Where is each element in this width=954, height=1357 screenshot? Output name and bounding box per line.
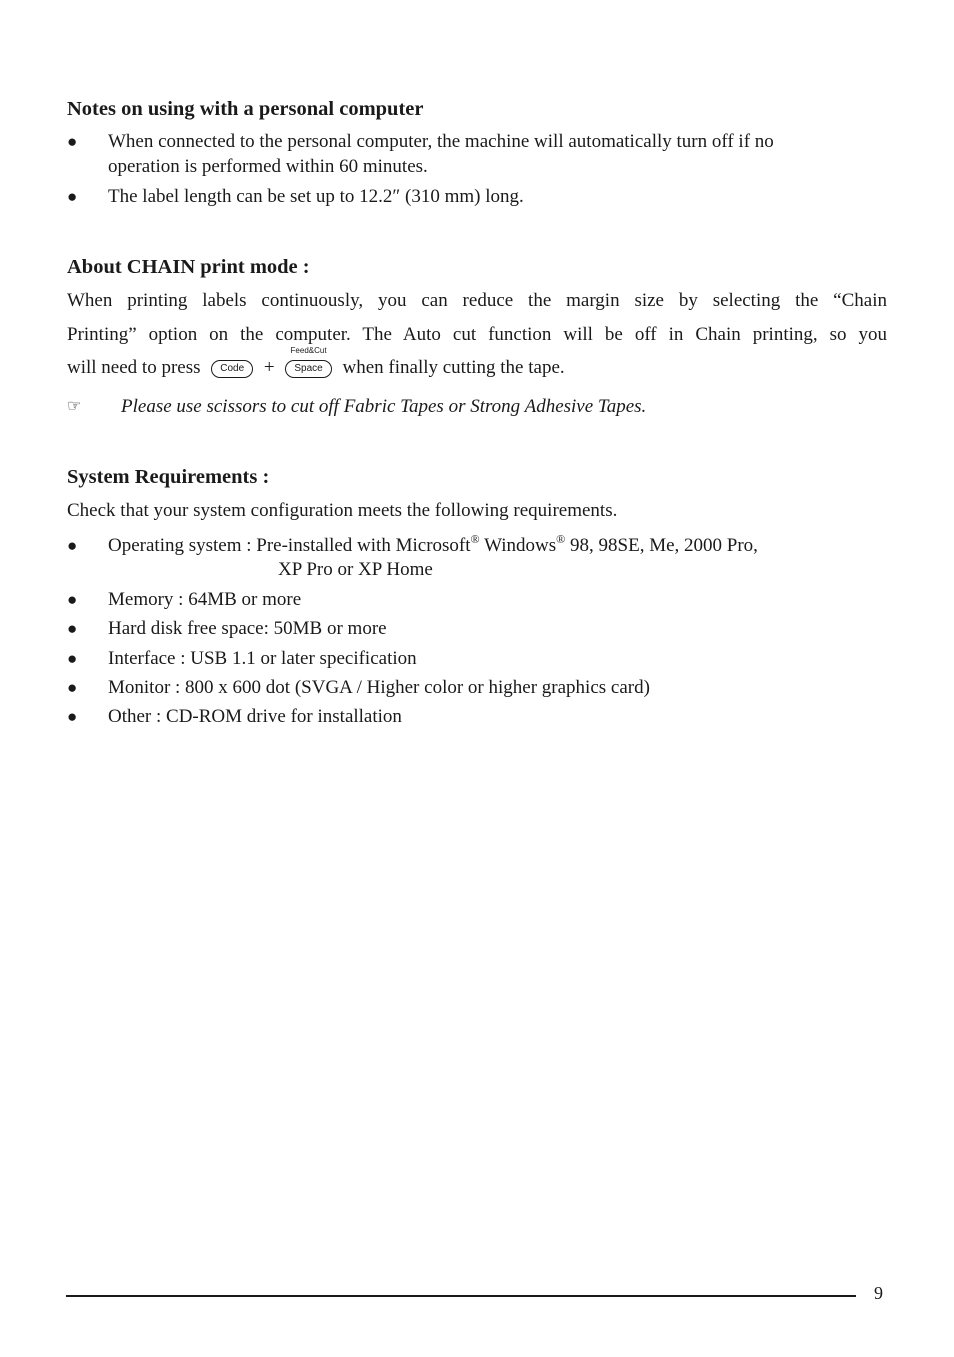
cut-instruction: when finally cutting the tape. xyxy=(342,357,565,378)
requirements-intro: Check that your system configuration meets the following requirements. xyxy=(67,500,618,521)
requirements-heading: System Requirements : xyxy=(67,466,270,488)
bullet-icon: ● xyxy=(67,707,78,726)
os-line-2: XP Pro or XP Home xyxy=(278,559,433,580)
notes-heading: Notes on using with a personal computer xyxy=(67,98,424,120)
requirement-monitor-text: Monitor : 800 x 600 dot (SVGA / Higher color or higher graphics card) xyxy=(108,677,650,698)
chain-paragraph-line-3 xyxy=(67,346,565,380)
bullet-icon: ● xyxy=(67,187,78,206)
requirement-disk-text: Hard disk free space: 50MB or more xyxy=(108,618,387,639)
chain-paragraph-line-2: Printing” option on the computer. The Auto cut function will be off in Chain printing, so you xyxy=(67,324,887,345)
chain-paragraph-line-1: When printing labels continuously, you can reduce the margin size by selecting the “Chain xyxy=(67,290,887,311)
notes-bullet-2-text: The label length can be set up to 12.2″ (310 mm) long. xyxy=(108,186,524,207)
plus-sign: + xyxy=(263,357,275,378)
footer-rule xyxy=(66,1295,856,1297)
feed-cut-label: Feed&Cut xyxy=(290,346,327,355)
bullet-icon: ● xyxy=(67,132,78,151)
bullet-icon: ● xyxy=(67,536,78,555)
bullet-icon: ● xyxy=(67,678,78,697)
page-number: 9 xyxy=(874,1283,883,1303)
bullet-icon: ● xyxy=(67,649,78,668)
registered-mark: ® xyxy=(470,532,480,546)
bullet-icon: ● xyxy=(67,619,78,638)
code-key-icon xyxy=(211,360,253,378)
os-versions: 98, 98SE, Me, 2000 Pro, xyxy=(565,535,758,556)
chain-heading: About CHAIN print mode : xyxy=(67,256,310,278)
requirement-interface-text: Interface : USB 1.1 or later specification xyxy=(108,648,417,669)
space-key-icon xyxy=(285,346,331,378)
notes-bullet-1-line1: When connected to the personal computer, the machine will automatically turn off if no xyxy=(108,131,774,152)
requirement-memory-text: Memory : 64MB or more xyxy=(108,589,302,610)
press-instruction: will need to press xyxy=(67,357,201,378)
pointing-hand-icon: ☞ xyxy=(67,398,82,415)
space-key-label: Space xyxy=(294,363,323,374)
os-windows: Windows xyxy=(479,535,557,556)
requirement-other-text: Other : CD-ROM drive for installation xyxy=(108,706,402,727)
os-label: Operating system : Pre-installed with Microsoft xyxy=(108,535,471,556)
scissors-note-text: Please use scissors to cut off Fabric Tapes or Strong Adhesive Tapes. xyxy=(121,396,647,417)
registered-mark: ® xyxy=(556,532,566,546)
notes-bullet-1-line2: operation is performed within 60 minutes. xyxy=(108,156,428,177)
code-key-label: Code xyxy=(220,363,245,374)
bullet-icon: ● xyxy=(67,590,78,609)
os-line-1 xyxy=(108,533,888,558)
